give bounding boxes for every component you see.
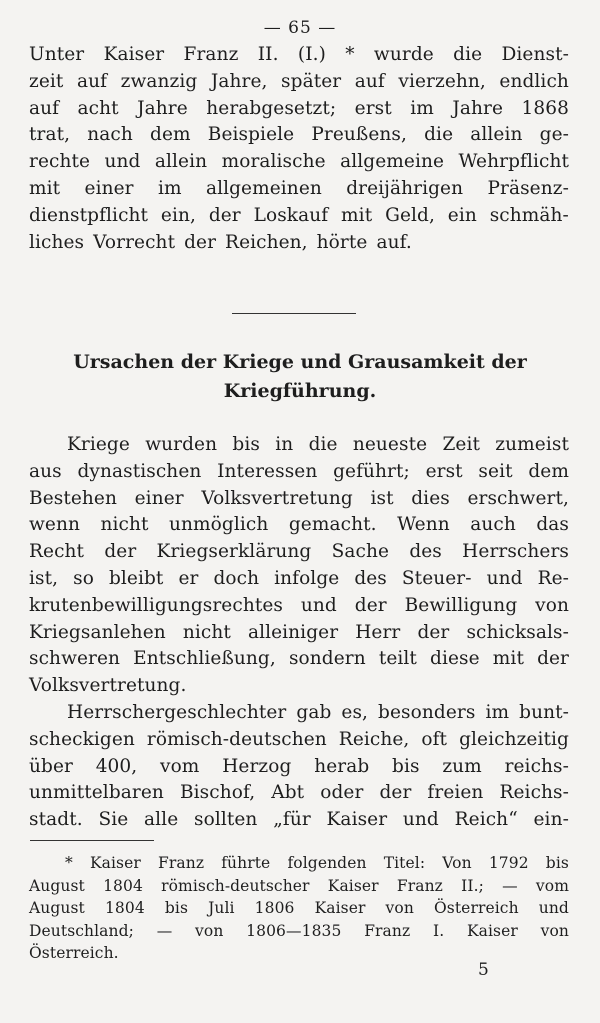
text-line: auf acht Jahre herabgesetzt; erst im Jahre 1868 xyxy=(29,97,569,119)
text-line: stadt. Sie alle sollten „für Kaiser und Reich“ ein- xyxy=(29,809,569,831)
heading-line-2: Kriegführung. xyxy=(223,380,377,402)
footnote xyxy=(29,852,569,965)
paragraph-2 xyxy=(29,432,569,834)
paragraph-1 xyxy=(29,42,569,256)
footnote-rule xyxy=(30,840,154,841)
text-line: wenn nicht unmöglich gemacht. Wenn auch das xyxy=(29,514,569,536)
text-line: aus dynastischen Interessen geführt; erst seit dem xyxy=(29,460,569,482)
text-line: rechte und allein moralische allgemeine Wehrpflicht xyxy=(29,151,569,173)
signature-mark: 5 xyxy=(478,960,489,980)
text-line: unmittelbaren Bischof, Abt oder der freien Reichs- xyxy=(29,782,569,804)
text-line: Herrschergeschlechter gab es, besonders im bunt- xyxy=(67,701,569,723)
text-line: Bestehen einer Volksvertretung ist dies erschwert, xyxy=(29,487,569,509)
section-heading xyxy=(0,348,600,406)
footnote-line: * Kaiser Franz führte folgenden Titel: Von 1792 bis xyxy=(65,854,569,872)
text-line: dienstpflicht ein, der Loskauf mit Geld, ein schmäh- xyxy=(29,204,569,226)
paragraph-3 xyxy=(29,700,569,834)
text-line: über 400, vom Herzog herab bis zum reichs- xyxy=(29,755,569,777)
footnote-line: Österreich. xyxy=(29,944,119,962)
section-divider xyxy=(232,313,356,314)
page-number-top: — 65 — xyxy=(263,18,337,38)
text-line: trat, nach dem Beispiele Preußens, die allein ge- xyxy=(29,124,569,146)
text-line: scheckigen römisch-deutschen Reiche, oft gleichzeitig xyxy=(29,728,569,750)
footnote-line: August 1804 bis Juli 1806 Kaiser von Österreich und xyxy=(29,899,569,917)
text-line: Recht der Kriegserklärung Sache des Herrschers xyxy=(29,541,569,563)
footnote-line: Deutschland; — von 1806—1835 Franz I. Kaiser von xyxy=(29,921,569,940)
text-line: zeit auf zwanzig Jahre, später auf vierzehn, endlich xyxy=(29,70,569,92)
footnote-line: August 1804 römisch-deutscher Kaiser Franz II.; — vom xyxy=(29,876,569,895)
text-line: mit einer im allgemeinen dreijährigen Präsenz- xyxy=(29,177,569,199)
heading-line-1: Ursachen der Kriege und Grausamkeit der xyxy=(73,351,527,373)
text-line: ist, so bleibt er doch infolge des Steuer- und Re- xyxy=(29,567,569,589)
text-line: Kriege wurden bis in die neueste Zeit zumeist xyxy=(67,434,569,455)
text-line: schweren Entschließung, sondern teilt diese mit der xyxy=(29,648,569,670)
text-line: krutenbewilligungsrechtes und der Bewilligung von xyxy=(29,594,569,616)
text-line: Unter Kaiser Franz II. (I.) * wurde die Dienst- xyxy=(29,44,569,65)
text-line: Volksvertretung. xyxy=(29,675,187,697)
text-line: liches Vorrecht der Reichen, hörte auf. xyxy=(29,231,412,253)
text-line: Kriegsanlehen nicht alleiniger Herr der schicksals- xyxy=(29,621,569,643)
